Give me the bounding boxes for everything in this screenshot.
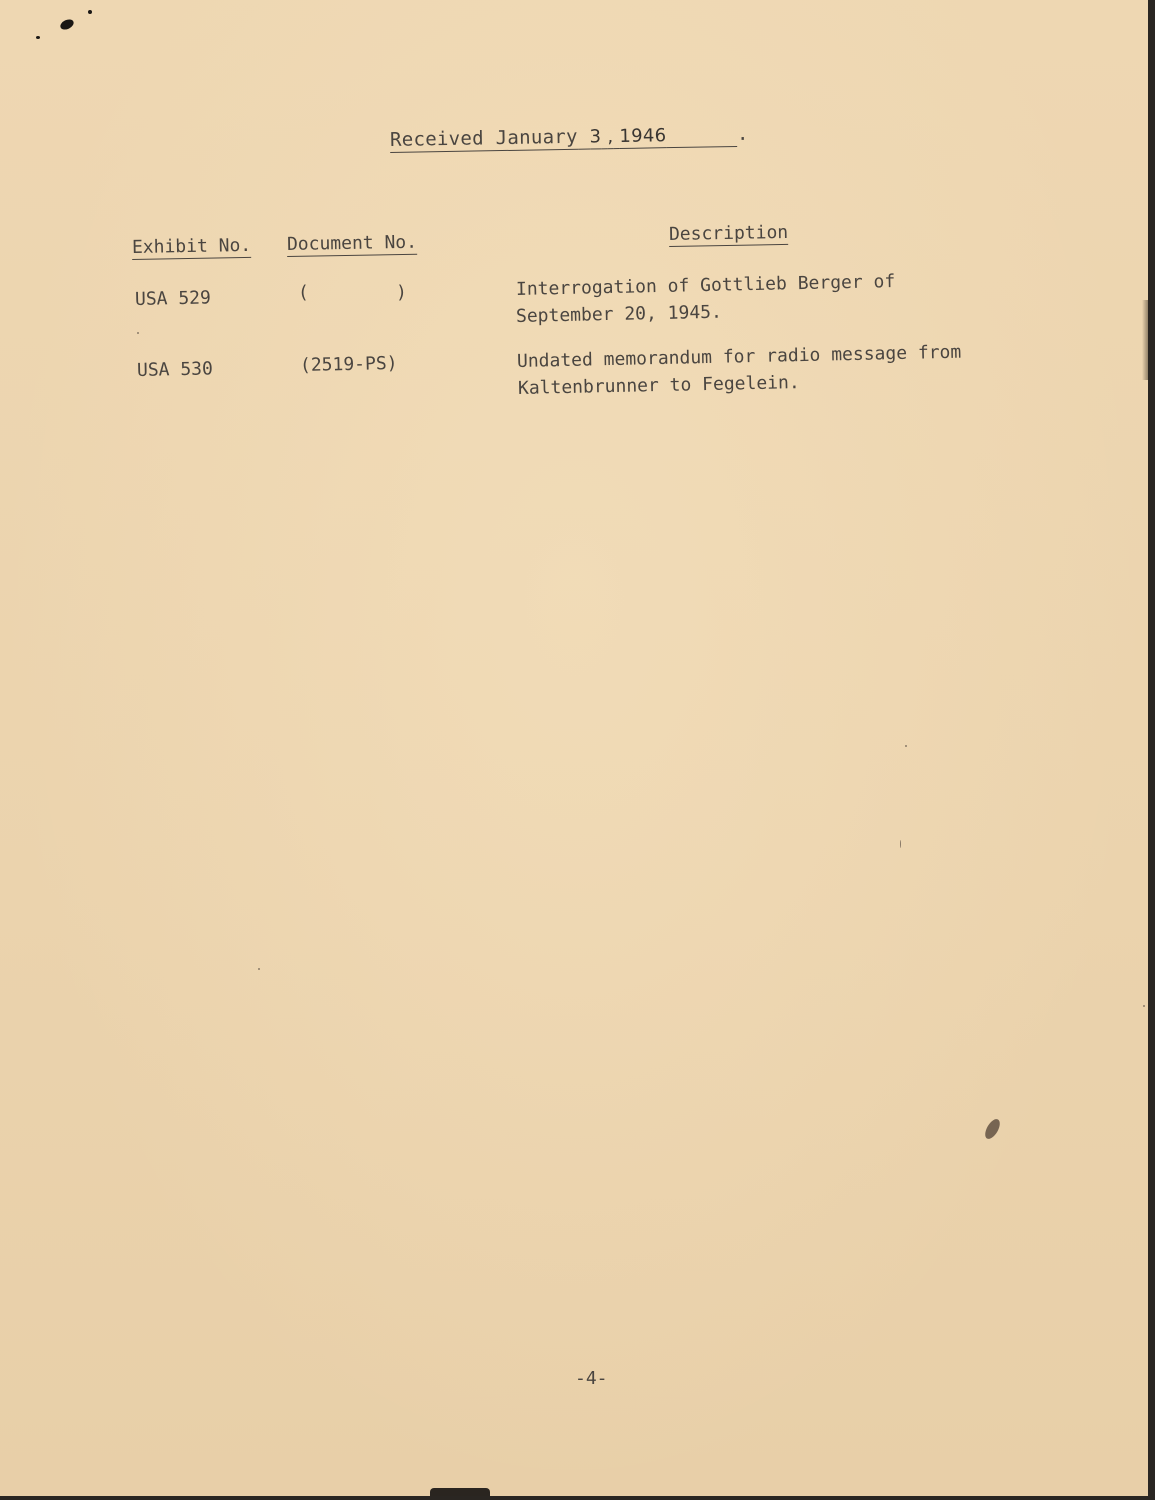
row-1-description-line-1: Interrogation of Gottlieb Berger of: [515, 271, 896, 300]
bottom-tear: [430, 1488, 490, 1496]
row-1-document-close-paren: ): [396, 282, 407, 303]
row-2-description-line-2: Kaltenbrunner to Fegelein.: [517, 372, 800, 399]
row-2-exhibit: USA 530: [136, 358, 214, 381]
received-label: Received January: [389, 125, 578, 151]
speck: [900, 840, 901, 848]
received-day: 3: [589, 126, 602, 148]
row-2-document: (2519-PS): [299, 352, 398, 376]
received-year: 1946: [619, 125, 667, 147]
ink-speck: [88, 10, 92, 14]
speck: [1143, 1005, 1145, 1007]
exhibit-column-heading: Exhibit No.: [131, 234, 252, 258]
row-1-exhibit: USA 529: [134, 287, 212, 310]
page-number: -4-: [575, 1368, 608, 1389]
speck: [905, 745, 907, 747]
row-2-description-line-1: Undated memorandum for radio message from: [516, 341, 962, 372]
description-column-heading: Description: [668, 221, 789, 245]
document-column-heading: Document No.: [286, 231, 418, 255]
ink-smudge: [982, 1117, 1003, 1142]
speck: [137, 332, 139, 334]
received-comma: ,: [607, 126, 614, 148]
row-1-document-open-paren: (: [298, 282, 309, 303]
ink-blot: [59, 17, 75, 31]
ink-speck: [36, 36, 40, 39]
row-1-description-line-2: September 20, 1945.: [515, 301, 723, 327]
page-edge-shadow: [1142, 300, 1148, 380]
speck: [258, 968, 260, 970]
received-date-line: Received January 3 , 1946 .: [389, 122, 749, 151]
